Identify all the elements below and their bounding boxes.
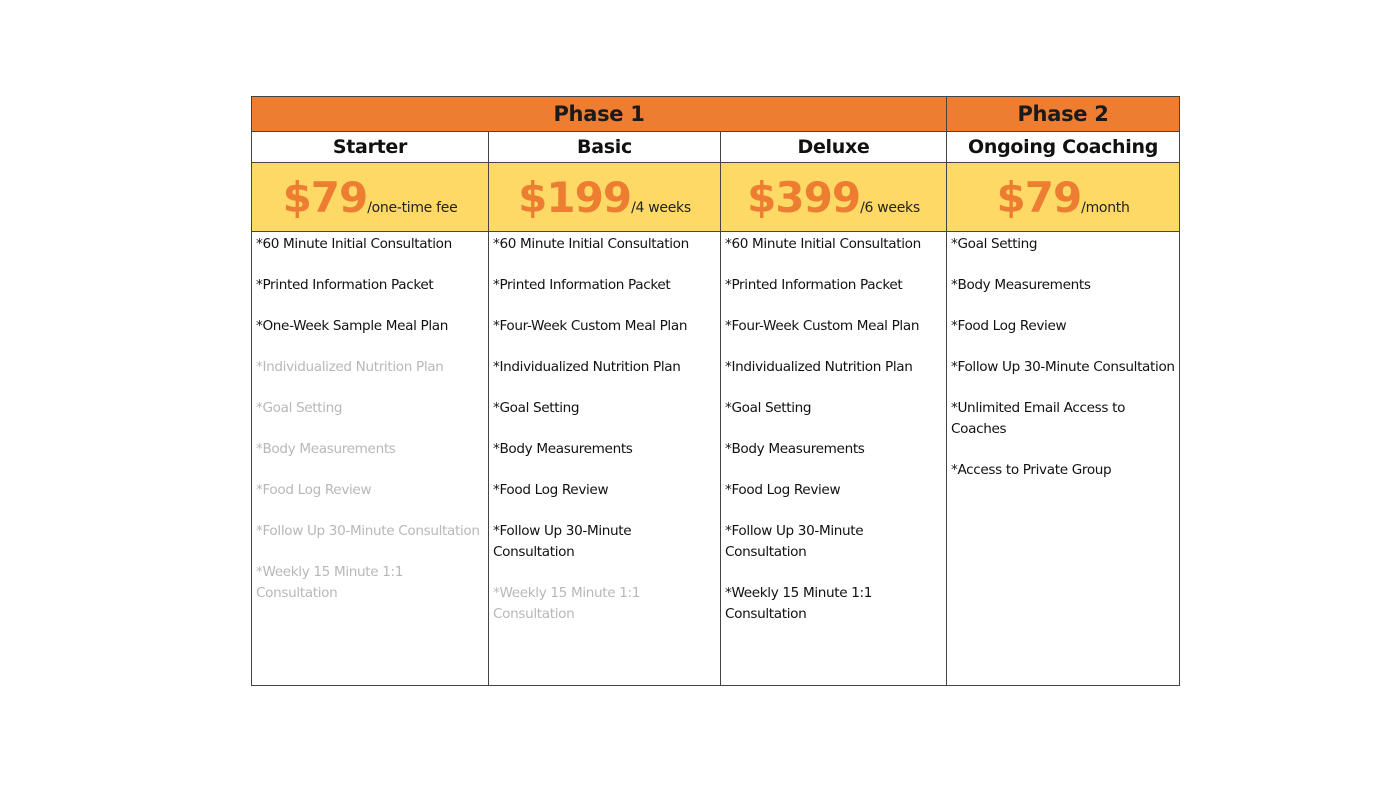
feature-item: *Goal Setting xyxy=(256,400,343,416)
feature-item: *Follow Up 30-Minute Consultation xyxy=(493,523,632,560)
feature-item: *One-Week Sample Meal Plan xyxy=(256,318,449,334)
pricing-table xyxy=(251,96,1180,686)
feature-item: *Weekly 15 Minute 1:1 Consultation xyxy=(256,564,404,601)
phase-row xyxy=(252,97,1180,132)
price-ongoing-coaching xyxy=(947,163,1180,232)
price-period: /one-time fee xyxy=(367,199,458,216)
price-deluxe xyxy=(721,163,947,232)
feature-item: *Printed Information Packet xyxy=(493,277,671,293)
feature-item: *Access to Private Group xyxy=(951,462,1112,478)
feature-item: *Follow Up 30-Minute Consultation xyxy=(725,523,864,560)
feature-item: *Four-Week Custom Meal Plan xyxy=(725,318,920,334)
feature-item: *60 Minute Initial Consultation xyxy=(725,236,921,252)
feature-item: *Goal Setting xyxy=(951,236,1038,252)
feature-item: *Individualized Nutrition Plan xyxy=(493,359,681,375)
feature-item: *Food Log Review xyxy=(951,318,1067,334)
features-row xyxy=(252,232,1180,686)
feature-item: *Food Log Review xyxy=(725,482,841,498)
price-amount: $399 xyxy=(747,172,861,222)
feature-item: *Body Measurements xyxy=(951,277,1091,293)
feature-item: *Goal Setting xyxy=(725,400,812,416)
feature-list xyxy=(725,234,942,625)
features-deluxe xyxy=(721,232,947,686)
tier-basic: Basic xyxy=(489,132,721,163)
features-basic xyxy=(489,232,721,686)
feature-item: *Body Measurements xyxy=(725,441,865,457)
features-ongoing-coaching xyxy=(947,232,1180,686)
feature-item: *Goal Setting xyxy=(493,400,580,416)
feature-item: *Printed Information Packet xyxy=(725,277,903,293)
feature-item: *Food Log Review xyxy=(493,482,609,498)
feature-item: *Individualized Nutrition Plan xyxy=(725,359,913,375)
feature-item: *Weekly 15 Minute 1:1 Consultation xyxy=(725,585,873,622)
price-amount: $199 xyxy=(518,172,632,222)
tier-ongoing-coaching: Ongoing Coaching xyxy=(947,132,1180,163)
tier-starter: Starter xyxy=(252,132,489,163)
price-amount: $79 xyxy=(282,172,368,222)
feature-item: *Follow Up 30-Minute Consultation xyxy=(256,523,480,539)
phase-2-label: Phase 2 xyxy=(1017,102,1109,126)
phase-2-header xyxy=(947,97,1180,132)
tier-row xyxy=(252,132,1180,163)
features-starter xyxy=(252,232,489,686)
price-basic xyxy=(489,163,721,232)
feature-item: *Food Log Review xyxy=(256,482,372,498)
feature-item: *Body Measurements xyxy=(493,441,633,457)
price-period: /6 weeks xyxy=(860,199,920,216)
price-row xyxy=(252,163,1180,232)
feature-item: *Weekly 15 Minute 1:1 Consultation xyxy=(493,585,641,622)
feature-list xyxy=(493,234,716,625)
price-starter xyxy=(252,163,489,232)
feature-item: *60 Minute Initial Consultation xyxy=(493,236,689,252)
price-amount: $79 xyxy=(996,172,1082,222)
feature-item: *Unlimited Email Access to Coaches xyxy=(951,400,1126,437)
feature-item: *Follow Up 30-Minute Consultation xyxy=(951,359,1175,375)
price-period: /4 weeks xyxy=(631,199,691,216)
feature-item: *Individualized Nutrition Plan xyxy=(256,359,444,375)
phase-1-header xyxy=(252,97,947,132)
feature-item: *Body Measurements xyxy=(256,441,396,457)
tier-deluxe: Deluxe xyxy=(721,132,947,163)
feature-item: *Printed Information Packet xyxy=(256,277,434,293)
feature-item: *60 Minute Initial Consultation xyxy=(256,236,452,252)
feature-list xyxy=(951,234,1175,481)
feature-item: *Four-Week Custom Meal Plan xyxy=(493,318,688,334)
price-period: /month xyxy=(1081,199,1130,216)
feature-list xyxy=(256,234,484,604)
phase-1-label: Phase 1 xyxy=(553,102,645,126)
